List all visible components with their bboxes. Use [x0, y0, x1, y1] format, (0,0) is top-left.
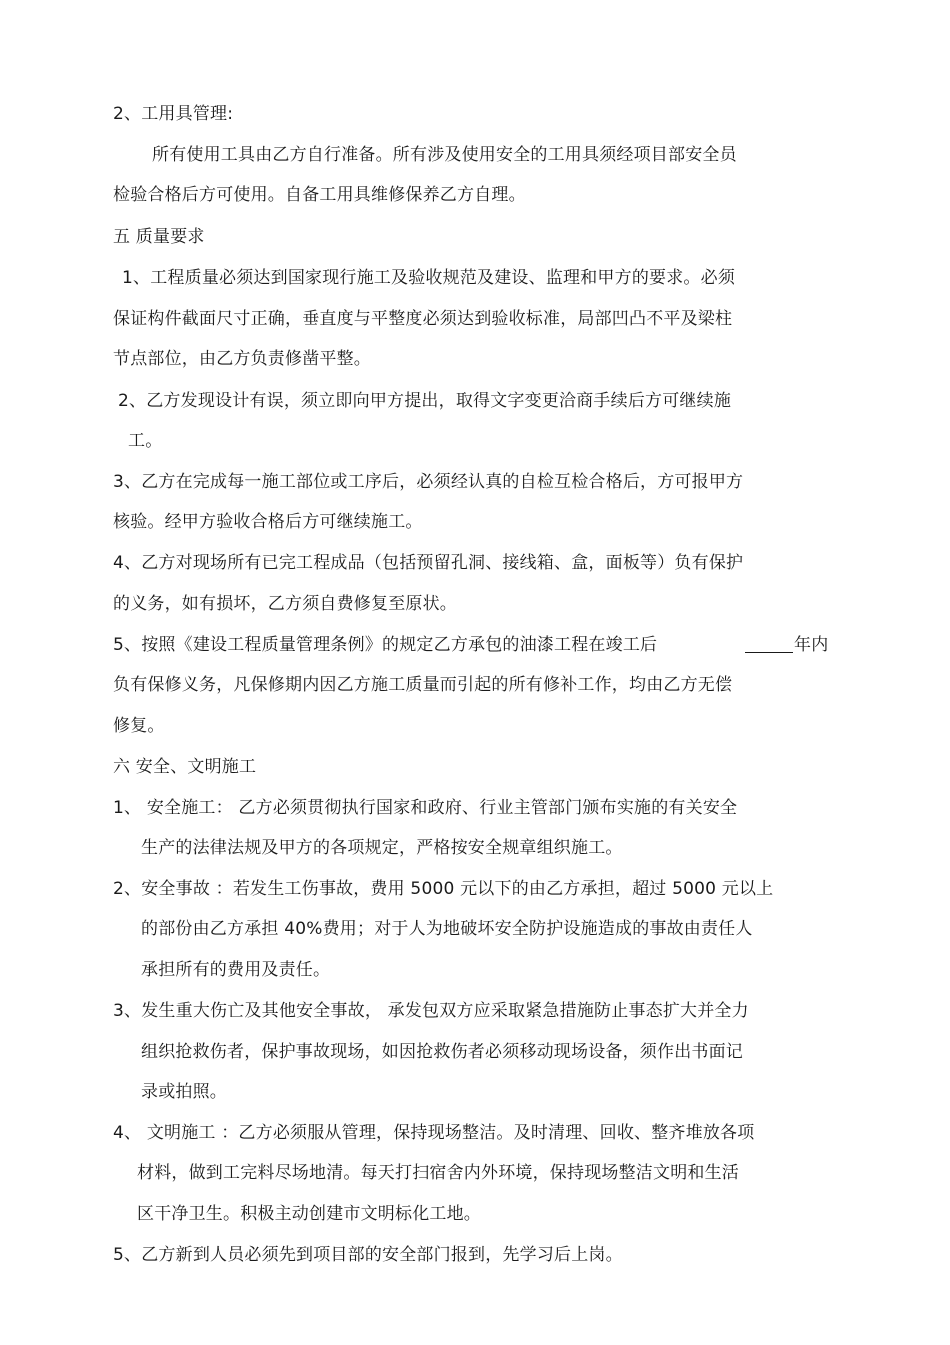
- paragraph-line: 录或拍照。: [141, 1082, 227, 1102]
- paragraph-line: 组织抢救伤者，保护事故现场，如因抢救伤者必须移动现场设备，须作出书面记: [141, 1042, 743, 1062]
- paragraph-line: 3、乙方在完成每一施工部位或工序后，必须经认真的自检互检合格后，方可报甲方: [113, 472, 744, 492]
- paragraph-line: 2、安全事故 ：若发生工伤事故，费用 5000 元以下的由乙方承担，超过 5000 元以上: [113, 879, 774, 899]
- paragraph-line: 3、发生重大伤亡及其他安全事故， 承发包双方应采取紧急措施防止事态扩大并全力: [113, 1001, 749, 1021]
- paragraph-line: 年内: [794, 635, 829, 655]
- paragraph-line: 负有保修义务，凡保修期内因乙方施工质量而引起的所有修补工作，均由乙方无偿: [113, 675, 733, 695]
- paragraph-line: 核验。经甲方验收合格后方可继续施工。: [113, 512, 423, 532]
- section-heading-tools: 2、工用具管理:: [113, 104, 234, 124]
- paragraph-line: 2、乙方发现设计有误，须立即向甲方提出，取得文字变更洽商手续后方可继续施: [118, 391, 732, 411]
- fill-in-blank: [745, 638, 793, 653]
- paragraph-line: 5、按照《建设工程质量管理条例》的规定乙方承包的油漆工程在竣工后: [113, 635, 658, 655]
- paragraph-line: 检验合格后方可使用。自备工用具维修保养乙方自理。: [113, 185, 526, 205]
- paragraph-line: 材料，做到工完料尽场地清。每天打扫宿舍内外环境，保持现场整洁文明和生活: [137, 1163, 739, 1183]
- paragraph-line: 1、 安全施工： 乙方必须贯彻执行国家和政府、行业主管部门颁布实施的有关安全: [113, 798, 738, 818]
- paragraph-line: 5、乙方新到人员必须先到项目部的安全部门报到，先学习后上岗。: [113, 1245, 623, 1265]
- paragraph-line: 生产的法律法规及甲方的各项规定，严格按安全规章组织施工。: [141, 838, 623, 858]
- paragraph-line: 的义务，如有损坏，乙方须自费修复至原状。: [113, 594, 457, 614]
- paragraph-line: 节点部位，由乙方负责修凿平整。: [113, 349, 371, 369]
- paragraph-line: 4、乙方对现场所有已完工程成品（包括预留孔洞、接线箱、盒，面板等）负有保护: [113, 553, 744, 573]
- paragraph-line: 保证构件截面尺寸正确，垂直度与平整度必须达到验收标准，局部凹凸不平及梁柱: [113, 309, 733, 329]
- paragraph-line: 的部份由乙方承担 40%费用；对于人为地破坏安全防护设施造成的事故由责任人: [141, 919, 753, 939]
- paragraph-line: 区干净卫生。积极主动创建市文明标化工地。: [137, 1204, 481, 1224]
- paragraph-line: 承担所有的费用及责任。: [141, 960, 331, 980]
- paragraph-line: 修复。: [113, 716, 165, 736]
- paragraph-line: 所有使用工具由乙方自行准备。所有涉及使用安全的工用具须经项目部安全员: [152, 145, 737, 165]
- paragraph-line: 4、 文明施工 ：乙方必须服从管理，保持现场整洁。及时清理、回收、整齐堆放各项: [113, 1123, 755, 1143]
- paragraph-line: 1、工程质量必须达到国家现行施工及验收规范及建设、监理和甲方的要求。必须: [122, 268, 736, 288]
- section-heading-safety: 六 安全、文明施工: [113, 757, 257, 777]
- paragraph-line: 工。: [128, 431, 163, 451]
- section-heading-quality: 五 质量要求: [113, 227, 205, 247]
